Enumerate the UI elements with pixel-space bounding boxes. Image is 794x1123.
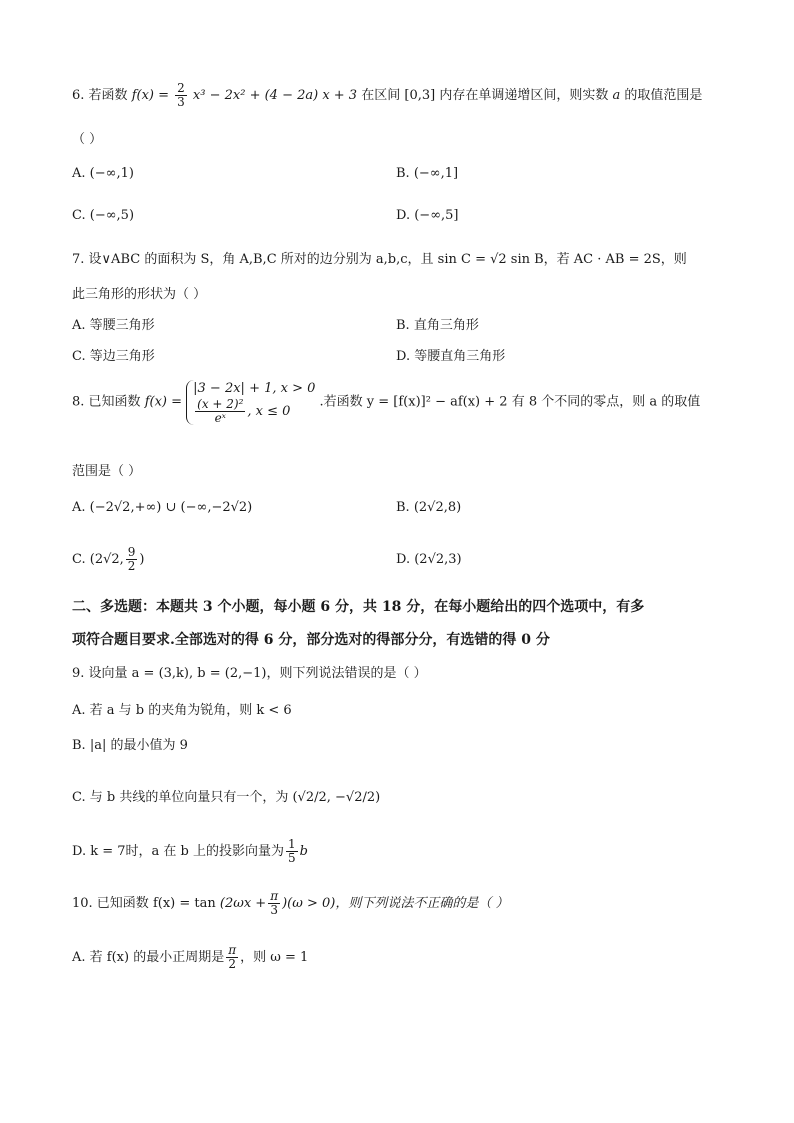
q7-option-c: C. 等边三角形 [72, 349, 155, 364]
q7-option-d: D. 等腰直角三角形 [396, 349, 506, 364]
section-heading: 二、多选题：本题共 3 个小题，每小题 6 分，共 18 分，在每小题给出的四个选项中，有多 [72, 599, 645, 615]
q6-option-b: B. (−∞,1] [396, 166, 459, 181]
q7-stem: 7. 设∨ABC 的面积为 S，角 A,B,C 所对的边分别为 a,b,c，且 sin C = √2 sin B，若 AC · AB = 2S，则 [72, 252, 687, 267]
q8-stem-line2: 范围是（ ） [72, 464, 142, 479]
q9-option-b: B. |a| 的最小值为 9 [72, 738, 188, 753]
q8-option-d: D. (2√2,3) [396, 552, 462, 567]
q7-stem-line2: 此三角形的形状为（ ） [72, 287, 207, 302]
q8-piecewise-brace: |3 − 2x| + 1, x > 0 $\frac{\text{(x + 2)²}}{\text{eˣ}}$ , x ≤ 0 [186, 380, 315, 425]
q6-answer-paren: （ ） [72, 132, 103, 147]
q6-stem: 6. 若函数 f(x) = $\frac{2}{3}$ x³ − 2x² + (4 − 2a) x + 3 在区间 [0,3] 内存在单调递增区间，则实数 a 的取值范围是 [72, 81, 703, 109]
q8-stem: 8. 已知函数 f(x) = |3 − 2x| + 1, x > 0 $\frac{\text{(x + 2)²}}{\text{eˣ}}$ , x ≤ 0 .若函数 y = [f(x)]² − af(x) + 2 有 8 个不同的零点，则 a 的取值 [72, 381, 701, 425]
q6-function: f(x) = [131, 88, 169, 103]
q9-option-c: C. 与 b 共线的单位向量只有一个，为 (√2/2, −√2/2) [72, 790, 381, 805]
q10-option-a: A. 若 f(x) 的最小正周期是 $\frac{\pi}{2}$ ，则 ω = 1 [72, 943, 309, 971]
q9-stem: 9. 设向量 a = (3,k), b = (2,−1)，则下列说法错误的是（ ） [72, 666, 427, 681]
q7-option-b: B. 直角三角形 [396, 318, 479, 333]
q6-option-c: C. (−∞,5) [72, 208, 135, 223]
q9-option-a: A. 若 a 与 b 的夹角为锐角，则 k < 6 [72, 703, 292, 718]
q6-option-a: A. (−∞,1) [72, 166, 134, 181]
q8-option-b: B. (2√2,8) [396, 500, 462, 515]
q9-option-d: D. k = 7时，a 在 b 上的投影向量为 $\frac{1}{5}$ b [72, 837, 308, 865]
q6-option-d: D. (−∞,5] [396, 208, 459, 223]
section-heading-line2: 项符合题目要求.全部选对的得 6 分，部分选对的得部分分，有选错的得 0 分 [72, 632, 550, 648]
q10-stem: 10. 已知函数 f(x) = tan (2ωx + $\frac{\pi}{3}$ )(ω > 0)，则下列说法不正确的是（ ） [72, 889, 509, 917]
q6-fraction: $\frac{2}{3}$ [177, 81, 185, 109]
q7-option-a: A. 等腰三角形 [72, 318, 155, 333]
q8-option-a: A. (−2√2,+∞) ∪ (−∞,−2√2) [72, 500, 253, 515]
q8-option-c: C. (2√2, $\frac{9}{2}$ ) [72, 545, 145, 573]
